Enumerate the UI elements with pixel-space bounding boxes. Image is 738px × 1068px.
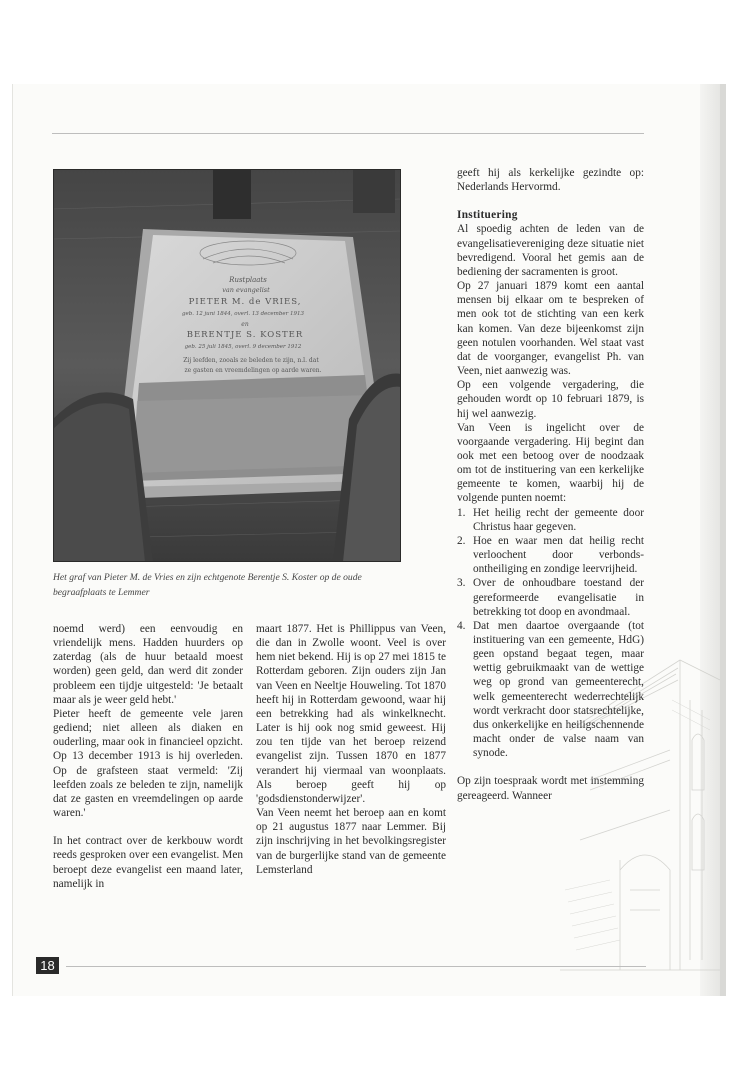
text-column-1 xyxy=(53,622,243,891)
inscription-line-1: Rustplaats xyxy=(229,276,267,284)
inscription-line-4: geb. 12 juni 1844, overl. 13 december 1913 xyxy=(181,311,305,317)
paragraph: noemd werd) een eenvoudig en vriendelijk mens. Hadden huurders op zaterdag (als de huur betaald moest worden) geen geld, dan werd dit zonder probleem een tijdje uitgesteld: 'Je betaalt maar als je weer geld hebt.' xyxy=(53,623,243,706)
paragraph: Op een volgende vergadering, die gehouden wordt op 10 februari 1879, is hij wel aanwezig. xyxy=(457,379,644,420)
paragraph: In het contract over de kerkbouw wordt reeds gesproken over een evangelist. Men beroept deze evangelist een maand later, namelijk in xyxy=(53,835,243,890)
list-item: 3. Over de onhoudbare toestand der gereformeerde evangelisatie in betrekking tot doop en avondmaal. xyxy=(457,577,644,618)
inscription-line-7: geb. 25 juli 1845, overl. 9 december 1912 xyxy=(184,344,302,350)
page-edge xyxy=(720,84,726,996)
paragraph: Van Veen is ingelicht over de voorgaande vergadering. Hij begint dan ook met een betoog over de noodzaak om tot de instituering van een kerkelijke gemeente te komen, waarbij hij de volgende punten noemt: xyxy=(457,421,644,505)
gravestone-photo xyxy=(53,169,401,562)
list-item: 1. Het heilig recht der gemeente door Christus haar gegeven. xyxy=(457,506,644,533)
list-item: 2. Hoe en waar men dat heilig recht verloochent door verbonds-ontheiliging en zondige leervrijheid. xyxy=(457,534,644,576)
text-column-2 xyxy=(256,622,446,877)
paragraph: Op 27 januari 1879 komt een aantal mensen bij elkaar om te bespreken of men ook tot de stichting van een kerk kan komen. Van deze bijeenkomst zijn geen notulen voorhanden. Wel staat vast dat de voorganger, evangelist Ph. van Veen, niet aanwezig was. xyxy=(457,280,644,378)
paragraph: Op zijn toespraak wordt met instemming gereageerd. Wanneer xyxy=(457,775,644,802)
header-rule xyxy=(52,133,644,134)
list-item: 4. Dat men daartoe overgaande (tot instituering van een gemeente, HdG) geen opstand begaat tegen, maar wettig gebruikmaakt van de wettige weg op grond van gemeenterecht, welk gemeenterecht wederrechtelijk wordt verkracht door statsrechtelijke, dus onkerkelijke en heiligschennende macht onder de valse naam van synode. xyxy=(457,619,644,760)
section-heading: Instituering xyxy=(457,209,518,222)
caption-line-2: begraafplaats te Lemmer xyxy=(53,587,150,598)
inscription-line-2: van evangelist xyxy=(222,286,270,294)
inscription-line-8: Zij leefden, zooals ze beleden te zijn, n.l. dat xyxy=(183,357,319,364)
paragraph: Pieter heeft de gemeente vele jaren gediend; niet alleen als diaken en ouderling, maar ook in financieel opzicht. Op 13 december 1913 is hij overleden. Op de grafsteen staat vermeld: 'Zij leefden zoals ze beleden te zijn, namelijk dat ze gasten en vreemdelingen op aarde waren.' xyxy=(53,707,243,820)
footer-rule xyxy=(66,966,646,967)
points-list xyxy=(457,506,644,761)
paragraph: geeft hij als kerkelijke gezindte op: Nederlands Hervormd. xyxy=(457,167,644,194)
inscription-line-9: ze gasten en vreemdelingen op aarde waren. xyxy=(184,367,322,374)
paragraph: maart 1877. Het is Phillippus van Veen, die dan in Zwolle woont. Veel is over hem niet bekend. Hij is op 27 mei 1815 te Rotterdam geboren. Zijn ouders zijn Jan van Veen en Neeltje Houweling. Tot 1870 heeft hij in Rotterdam gewoond, waar hij een betrekking had als winkelknecht. Later is hij ook nog smid geweest. Hij zou ten tijde van het beroep reizend evangelist zijn. Tussen 1870 en 1877 verandert hij viermaal van woonplaats. Als beroep geeft hij op 'godsdienstonderwijzer'. xyxy=(256,623,446,805)
inscription-line-6: BERENTJE S. KOSTER xyxy=(186,330,304,340)
inscription-line-3: PIETER M. de VRIES, xyxy=(188,297,302,307)
page-number: 18 xyxy=(36,957,59,974)
paragraph: Al spoedig achten de leden van de evangelisatievereniging deze situatie niet bevredigend. Vooral het gemis aan de bediening der sacramenten is groot. xyxy=(457,223,644,278)
photo-caption xyxy=(53,570,451,600)
inscription-line-5: en xyxy=(241,321,249,328)
caption-line-1: Het graf van Pieter M. de Vries en zijn echtgenote Berentje S. Koster op de oude xyxy=(53,572,362,583)
text-column-3 xyxy=(457,166,644,803)
paragraph: Van Veen neemt het beroep aan en komt op 21 augustus 1877 naar Lemmer. Bij zijn inschrijving in het bevolkingsregister van de burgerlijke stand van de gemeente Lemsterland xyxy=(256,807,446,876)
